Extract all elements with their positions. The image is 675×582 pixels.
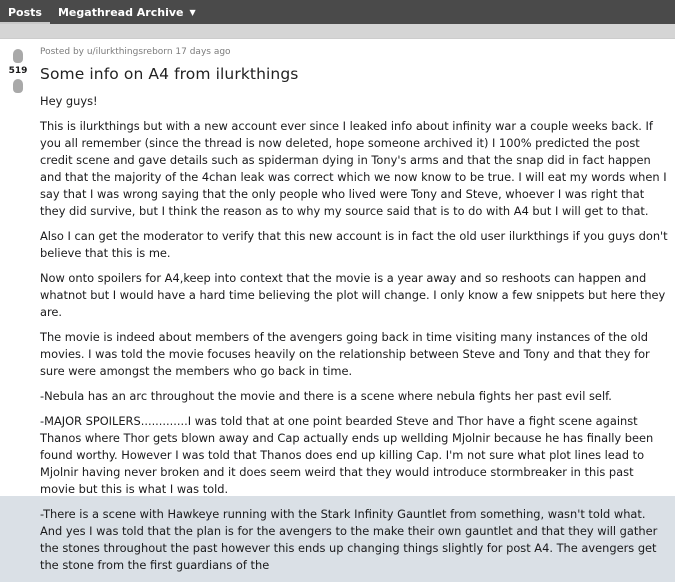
post-meta: Posted by u/ilurkthingsreborn 17 days ago	[40, 47, 231, 57]
post-content	[40, 47, 670, 582]
post-title[interactable]: Some info on A4 from ilurkthings	[40, 65, 299, 83]
post-paragraph: The movie is indeed about members of the avengers going back in time visiting many instances of the old movies. I was told the movie focuses heavily on the relationship between Steve and Tony and that they for sure were amongst the members who go back in time.	[40, 330, 650, 378]
post-paragraph: Also I can get the moderator to verify that this new account is in fact the old user ilurkthings if you guys don't believe that this is me.	[40, 229, 668, 260]
post-score: 519	[8, 66, 28, 76]
tab-megathread-archive[interactable]	[50, 0, 204, 24]
post-paragraph: Now onto spoilers for A4,keep into context that the movie is a year away and so reshoots can happen and whatnot but I would have a hard time believing the plot will change. I only know a few snippets but here they are.	[40, 271, 666, 319]
post-body	[40, 93, 670, 574]
post-card	[0, 38, 675, 572]
tab-posts-label: Posts	[8, 5, 42, 19]
post-paragraph: -There is a scene with Hawkeye running with the Stark Infinity Gauntlet from something, wasn't told what. And yes I was told that the plan is for the avengers to the make their own gauntlet and that they will gather the stones throughout the past however this ends up changing things slightly for post A4. The avengers get the stone from the first guardians of the	[40, 507, 658, 572]
header-strip	[0, 24, 675, 38]
tab-posts[interactable]	[0, 0, 50, 24]
tab-archive-label: Megathread Archive	[57, 5, 184, 19]
post-paragraph: This is ilurkthings but with a new account ever since I leaked info about infinity war a couple weeks back. If you all remember (since the thread is now deleted, hope someone archived it) I 100% predicted the post credit scene and gave details such as spiderman dying in Tony's arms and that the snap did in fact happen and that the majority of the 4chan leak was correct which we now know to be true. I will eat my words when I say that I was wrong saying that the only people who lived were Tony and Steve, whoever I was right that they did survive, but I think the reason as to why my source said that is to do with A4 but I will get to that.	[40, 119, 667, 218]
downvote-icon[interactable]	[13, 79, 23, 93]
vote-column	[0, 49, 36, 93]
post-paragraph: -Nebula has an arc throughout the movie and there is a scene where nebula fights her past evil self.	[40, 389, 612, 403]
chevron-down-icon[interactable]: ▼	[189, 7, 196, 17]
post-paragraph: Hey guys!	[40, 94, 98, 108]
top-nav-bar	[0, 0, 675, 24]
post-paragraph: -MAJOR SPOILERS.............I was told that at one point bearded Steve and Thor have a fight scene against Thanos where Thor gets blown away and Cap actually ends up wellding Mjolnir because he has finally been found worthy. However I was told that Thanos does end up killing Cap. I'm not sure what plot lines lead to Mjolnir having never broken and it does seem weird that they would introduce stormbreaker in this past movie but this is what I was told.	[40, 414, 654, 496]
upvote-icon[interactable]	[13, 49, 23, 63]
